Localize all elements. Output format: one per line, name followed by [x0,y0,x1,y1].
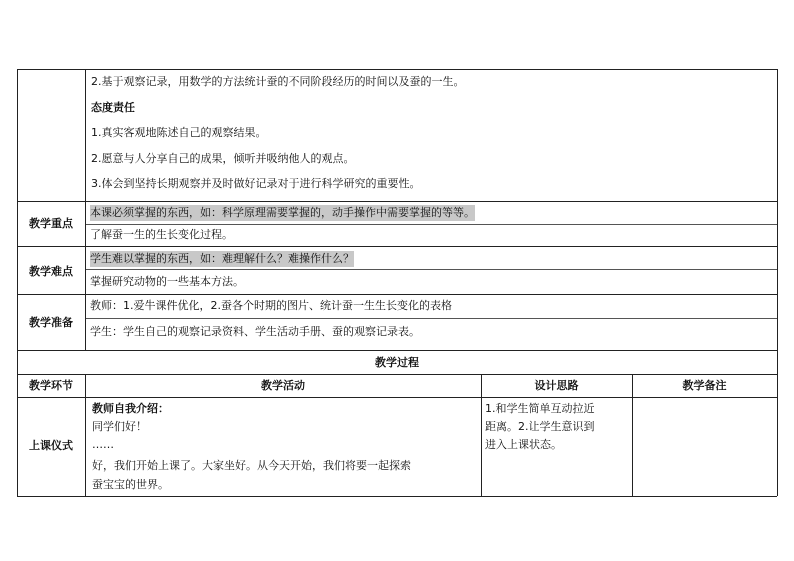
header-stage: 教学环节 [29,379,73,392]
row-divider [17,246,777,247]
design-line: 1.和学生简单互动拉近 [485,402,595,415]
row-divider [17,350,777,351]
header-activity: 教学活动 [261,379,305,392]
row-divider [17,397,777,398]
preparation-label: 教学准备 [29,316,73,329]
activity-line: 蚕宝宝的世界。 [92,478,169,491]
difficulties-label: 教学难点 [29,265,73,278]
table-right-border [777,69,778,496]
row-divider [85,269,777,270]
difficulties-hint: 学生难以掌握的东西，如：难理解什么？难操作什么？ [90,252,354,265]
row-divider [17,374,777,375]
attitude-item: 1.真实客观地陈述自己的观察结果。 [91,126,267,139]
label-column-divider [85,69,86,350]
activity-line: 好，我们开始上课了。大家坐好。从今天开始，我们将要一起探索 [92,459,411,472]
table-left-border [17,69,18,496]
row-divider [17,294,777,295]
preparation-teacher: 教师：1.爱牛课件优化，2.蚕各个时期的图片、统计蚕一生生长变化的表格 [90,299,452,312]
attitude-item: 2.愿意与人分享自己的成果，倾听并吸纳他人的观点。 [91,152,355,165]
design-line: 进入上课状态。 [485,438,562,451]
activity-line: 同学们好！ [92,420,147,433]
activity-line: 教师自我介绍： [92,402,169,415]
table-bottom-border [17,496,777,497]
header-design: 设计思路 [534,379,579,392]
attitude-heading: 态度责任 [91,101,135,114]
key-points-hint: 本课必须掌握的东西，如：科学原理需要掌握的，动手操作中需要掌握的等等。 [90,206,475,219]
table-top-border [17,69,777,70]
process-title: 教学过程 [375,356,419,369]
preparation-student: 学生：学生自己的观察记录资料、学生活动手册、蚕的观察记录表。 [90,325,420,338]
header-note: 教学备注 [682,379,727,392]
row-divider [17,201,777,202]
attitude-item: 3.体会到坚持长期观察并及时做好记录对于进行科学研究的重要性。 [91,177,421,190]
key-points-label: 教学重点 [29,217,73,230]
design-line: 距离。2.让学生意识到 [485,420,595,433]
row-divider [85,318,777,319]
stage-cell: 上课仪式 [29,439,73,452]
objective-item: 2.基于观察记录，用数学的方法统计蚕的不同阶段经历的时间以及蚕的一生。 [91,75,465,88]
activity-line: …… [92,438,114,451]
difficulties-content: 掌握研究动物的一些基本方法。 [90,275,244,288]
key-points-content: 了解蚕一生的生长变化过程。 [90,228,233,241]
row-divider [85,224,777,225]
